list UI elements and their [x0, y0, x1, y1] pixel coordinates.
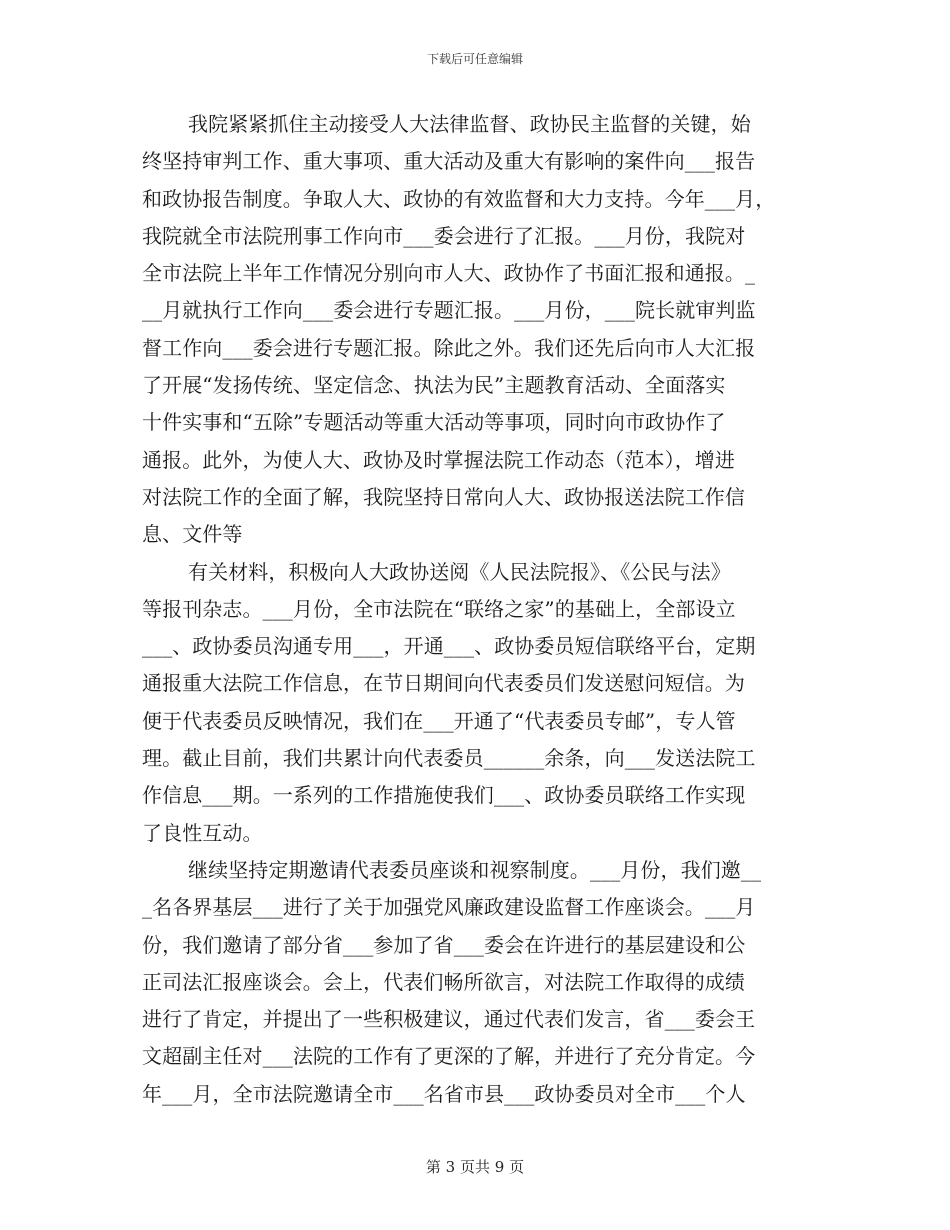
- text-line: 十件实事和“五除”专题活动等重大活动等事项，同时向市政协作了: [142, 410, 726, 435]
- text-line: 进行了肯定，并提出了一些积极建议，通过代表们发言，省___委会王: [142, 1007, 756, 1032]
- text-line: 督工作向___委会进行专题汇报。除此之外。我们还先后向市人大汇报: [142, 335, 756, 360]
- text-line: 了良性互动。: [142, 820, 263, 845]
- text-line: 息、文件等: [142, 522, 243, 547]
- text-line: __月就执行工作向___委会进行专题汇报。___月份，___院长就审判监: [142, 298, 756, 323]
- document-body: [142, 106, 822, 1113]
- text-line: 和政协报告制度。争取人大、政协的有效监督和大力支持。今年___月，: [142, 186, 776, 211]
- text-line: 份，我们邀请了部分省___参加了省___委会在许进行的基层建设和公: [142, 932, 746, 957]
- text-line: 作信息___期。一系列的工作措施使我们___、政协委员联络工作实现: [142, 783, 746, 808]
- text-line: 便于代表委员反映情况，我们在___开通了“代表委员专邮”，专人管: [142, 708, 736, 733]
- text-line: 我院紧紧抓住主动接受人大法律监督、政协民主监督的关键，始: [188, 112, 751, 136]
- text-line: 年___月，全市法院邀请全市___名省市县___政协委员对全市___个人: [142, 1081, 746, 1106]
- text-line: 了开展“发扬传统、坚定信念、执法为民”主题教育活动、全面落实: [142, 373, 726, 398]
- text-line: 全市法院上半年工作情况分别向市人大、政协作了书面汇报和通报。_: [142, 261, 756, 286]
- text-line: 继续坚持定期邀请代表委员座谈和视察制度。___月份，我们邀__: [188, 857, 762, 882]
- text-line: 文超副主任对___法院的工作有了更深的了解，并进行了充分肯定。今: [142, 1044, 756, 1069]
- text-line: 等报刊杂志。___月份，全市法院在“联络之家”的基础上，全部设立: [142, 596, 736, 621]
- text-line: 我院就全市法院刑事工作向市___委会进行了汇报。___月份，我院对: [142, 223, 746, 248]
- text-line: 终坚持审判工作、重大事项、重大活动及重大有影响的案件向___报告: [142, 149, 756, 174]
- text-line: 正司法汇报座谈会。会上，代表们畅所欲言，对法院工作取得的成绩: [142, 969, 745, 994]
- text-line: ___、政协委员沟通专用___，开通___、政协委员短信联络平台，定期: [142, 634, 756, 659]
- page-header: 下载后可任意编辑: [426, 52, 523, 66]
- text-line: 通报。此外，为使人大、政协及时掌握法院工作动态（范本），增进: [142, 447, 735, 472]
- text-line: 通报重大法院工作信息，在节日期间向代表委员们发送慰问短信。为: [142, 671, 745, 696]
- text-line: 理。截止目前，我们共累计向代表委员______余条，向___发送法院工: [142, 746, 756, 771]
- page-footer: 第 3 页共 9 页: [425, 1158, 525, 1176]
- text-line: 有关材料，积极向人大政协送阅《人民法院报》、《公民与法》: [188, 559, 731, 584]
- text-line: _名各界基层___进行了关于加强党风廉政建设监督工作座谈会。___月: [142, 895, 756, 920]
- text-line: 对法院工作的全面了解，我院坚持日常向人大、政协报送法院工作信: [142, 484, 745, 509]
